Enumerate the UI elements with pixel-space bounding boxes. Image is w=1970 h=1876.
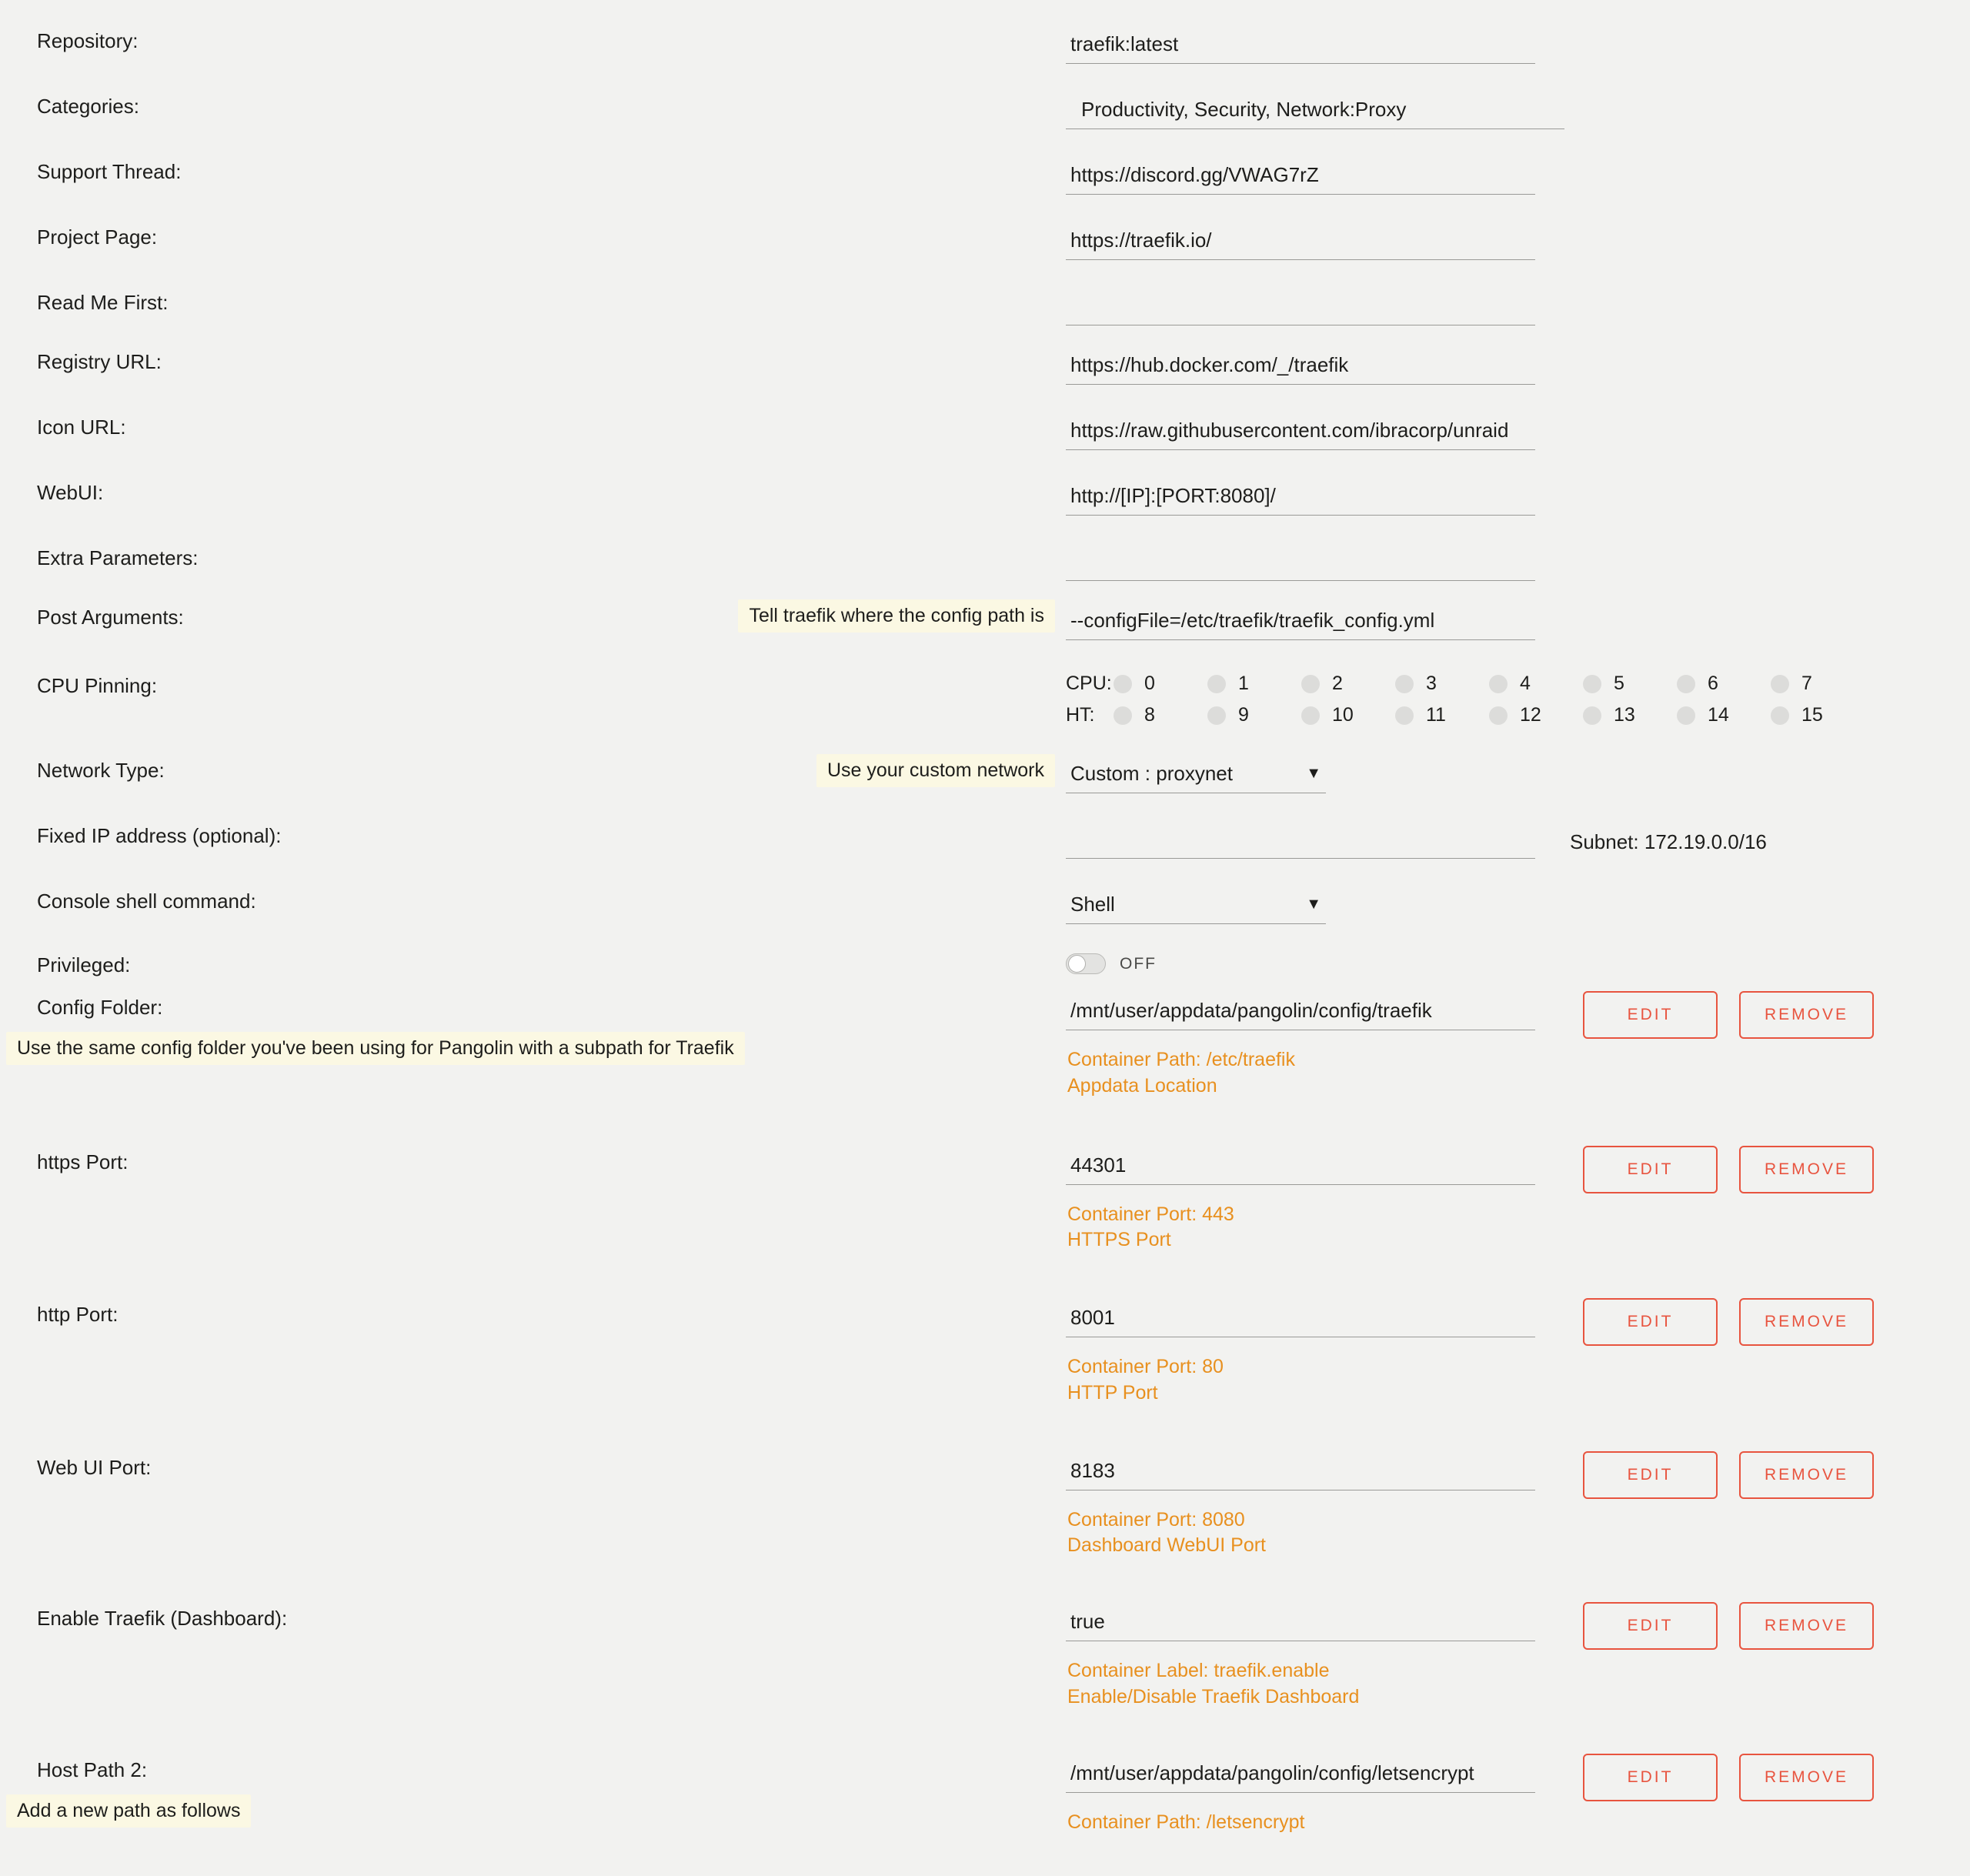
cpu-id-label: 1 [1238,673,1249,694]
cpu-id-label: 9 [1238,704,1249,726]
radio-icon[interactable] [1301,675,1320,693]
remove-button[interactable]: REMOVE [1739,1602,1874,1650]
field-label: Host Path 2: [37,1757,148,1781]
extra-parameters-input[interactable] [1066,546,1535,581]
radio-icon[interactable] [1301,706,1320,725]
cpu-id-label: 0 [1144,673,1155,694]
cpu-checkbox-7[interactable] [1771,674,1865,693]
cpu-pinning-grid [1066,674,1970,725]
hint-host-path-2: Add a new path as follows [6,1794,251,1828]
cpu-id-label: 13 [1614,704,1635,726]
form-row-network-type [0,759,1970,793]
chevron-down-icon[interactable]: ▼ [1306,896,1321,913]
entry-actions [1583,991,1874,1039]
cpu-id-label: 11 [1426,704,1446,726]
field-label: Enable Traefik (Dashboard): [37,1607,288,1630]
label-cell [0,95,1066,119]
radio-icon[interactable] [1583,675,1601,693]
label-cell [0,291,1066,315]
cpu-core-row [1066,674,1970,693]
edit-button[interactable]: EDIT [1583,991,1718,1039]
form-row-categories [0,95,1970,129]
field-label: Repository: [37,29,139,52]
radio-icon[interactable] [1771,675,1789,693]
form-row-host-path-2 [0,1758,1970,1836]
cpu-id-label: 14 [1708,704,1729,726]
field-label: Categories: [37,95,139,118]
container-settings-form [0,29,1970,1835]
label-cell [0,824,1066,848]
field-label: Web UI Port: [37,1455,152,1479]
radio-icon[interactable] [1489,675,1508,693]
form-row-enable-traefik [0,1607,1970,1711]
field-label: Icon URL: [37,416,126,439]
field-cell [1066,674,1970,737]
field-cell [1066,160,1970,195]
cpu-checkbox-3[interactable] [1395,674,1489,693]
entry-actions [1583,1754,1874,1801]
label-cell [0,225,1066,249]
form-row-fixed-ip [0,824,1970,859]
radio-icon[interactable] [1114,675,1132,693]
label-cell [0,759,1066,783]
field-label: Support Thread: [37,160,182,183]
network-type-value: Custom : proxynet [1070,762,1233,785]
hint-post-arguments: Tell traefik where the config path is [738,599,1055,633]
container-port-note: Container Port: 443 [1067,1203,1234,1225]
label-cell [0,29,1066,53]
radio-icon[interactable] [1207,675,1226,693]
hint-config-folder: Use the same config folder you've been using for Pangolin with a subpath for Traefik [6,1032,745,1065]
label-cell [0,890,1066,913]
form-row-support-thread [0,160,1970,195]
port-description-note: HTTP Port [1067,1381,1158,1404]
enable-traefik-input[interactable] [1066,1607,1535,1641]
radio-icon[interactable] [1395,675,1414,693]
form-row-post-arguments [0,606,1970,640]
http-port-notes [1066,1354,1970,1407]
config-folder-notes [1066,1047,1970,1100]
label-cell [0,350,1066,374]
cpu-checkbox-1[interactable] [1207,674,1301,693]
radio-icon[interactable] [1677,675,1695,693]
form-row-webui [0,481,1970,516]
read-me-first-input[interactable] [1066,291,1535,325]
cpu-id-label: 15 [1801,704,1823,726]
ht-checkbox-11[interactable] [1395,706,1489,725]
network-type-select[interactable] [1066,759,1326,793]
field-label: Console shell command: [37,890,256,913]
label-cell [0,953,1066,977]
ht-checkbox-9[interactable] [1207,706,1301,725]
cpu-ht-row [1066,706,1970,725]
privileged-state-label: OFF [1120,954,1157,973]
field-cell [1066,225,1970,260]
form-row-repository [0,29,1970,64]
form-row-read-me-first [0,291,1970,325]
field-cell [1066,416,1970,450]
field-label: Config Folder: [37,996,163,1019]
cpu-id-label: 3 [1426,673,1437,694]
field-cell [1066,1456,1970,1560]
field-label: Network Type: [37,759,165,782]
repository-input[interactable] [1066,29,1535,64]
label-cell [0,606,1066,629]
edit-button[interactable]: EDIT [1583,1451,1718,1499]
cpu-id-label: 6 [1708,673,1718,694]
form-row-project-page [0,225,1970,260]
label-cell [0,1607,1066,1631]
post-arguments-input[interactable] [1066,606,1535,640]
field-cell [1066,824,1970,859]
toggle-switch-icon[interactable] [1066,953,1106,974]
radio-icon[interactable] [1114,706,1132,725]
field-label: https Port: [37,1150,129,1173]
cpu-id-label: 8 [1144,704,1155,726]
entry-actions [1583,1451,1874,1499]
field-label: Post Arguments: [37,606,184,629]
categories-input[interactable] [1066,95,1564,129]
enable-traefik-notes [1066,1658,1970,1711]
field-cell [1066,291,1970,325]
radio-icon[interactable] [1583,706,1601,725]
field-label: Privileged: [37,953,131,976]
cpu-checkbox-6[interactable] [1677,674,1771,693]
config-folder-input[interactable] [1066,996,1535,1030]
web-ui-port-input[interactable] [1066,1456,1535,1490]
cpu-checkbox-0[interactable] [1114,674,1207,693]
cpu-id-label: 4 [1520,673,1531,694]
field-label: Registry URL: [37,350,162,373]
remove-button[interactable]: REMOVE [1739,1451,1874,1499]
container-path-note: Container Path: /letsencrypt [1067,1811,1305,1833]
container-path-note: Container Path: /etc/traefik [1067,1049,1295,1070]
field-label: Extra Parameters: [37,546,199,569]
cpu-id-label: 12 [1520,704,1541,726]
remove-button[interactable]: REMOVE [1739,1298,1874,1346]
form-row-icon-url [0,416,1970,450]
field-label: http Port: [37,1303,119,1326]
field-cell [1066,350,1970,385]
edit-button[interactable]: EDIT [1583,1602,1718,1650]
project-page-input[interactable] [1066,225,1535,260]
edit-button[interactable]: EDIT [1583,1146,1718,1193]
field-label: WebUI: [37,481,104,504]
field-cell [1066,953,1970,974]
http-port-input[interactable] [1066,1303,1535,1337]
field-label: Project Page: [37,225,158,249]
appdata-location-note: Appdata Location [1067,1074,1217,1097]
support-thread-input[interactable] [1066,160,1535,195]
container-port-note: Container Port: 8080 [1067,1508,1245,1531]
cpu-row-tag: CPU: [1066,673,1112,694]
field-label: CPU Pinning: [37,674,158,697]
radio-icon[interactable] [1677,706,1695,725]
field-label: Read Me First: [37,291,169,314]
container-port-note: Container Port: 80 [1067,1356,1224,1377]
host-path-2-input[interactable] [1066,1758,1535,1793]
container-label-note: Container Label: traefik.enable [1067,1660,1330,1681]
privileged-toggle[interactable] [1066,953,1970,974]
field-cell [1066,1758,1970,1836]
form-row-console-shell [0,890,1970,924]
registry-url-input[interactable] [1066,350,1535,385]
entry-actions [1583,1146,1874,1193]
field-cell [1066,759,1970,793]
https-port-input[interactable] [1066,1150,1535,1185]
field-cell [1066,1150,1970,1254]
entry-actions [1583,1602,1874,1650]
label-cell [0,160,1066,184]
label-cell [0,1758,1066,1828]
port-description-note: HTTPS Port [1067,1229,1171,1251]
form-row-http-port [0,1303,1970,1407]
toggle-knob [1068,955,1086,973]
field-cell [1066,606,1970,640]
radio-icon[interactable] [1489,706,1508,725]
console-shell-value: Shell [1070,893,1115,916]
field-cell [1066,1607,1970,1711]
port-description-note: Dashboard WebUI Port [1067,1534,1266,1557]
form-row-config-folder [0,996,1970,1100]
ht-checkbox-12[interactable] [1489,706,1583,725]
radio-icon[interactable] [1395,706,1414,725]
form-row-registry-url [0,350,1970,385]
cpu-id-label: 2 [1332,673,1343,694]
label-cell [0,481,1066,505]
remove-button[interactable]: REMOVE [1739,1146,1874,1193]
field-cell [1066,481,1970,516]
console-shell-select[interactable] [1066,890,1326,924]
form-row-https-port [0,1150,1970,1254]
cpu-id-label: 7 [1801,673,1812,694]
hint-network-type: Use your custom network [816,754,1055,787]
chevron-down-icon[interactable]: ▼ [1306,765,1321,782]
remove-button[interactable]: REMOVE [1739,991,1874,1039]
cpu-id-label: 10 [1332,704,1354,726]
ht-checkbox-14[interactable] [1677,706,1771,725]
label-description-note: Enable/Disable Traefik Dashboard [1067,1685,1360,1707]
ht-checkbox-8[interactable] [1114,706,1207,725]
field-cell [1066,95,1970,129]
field-cell [1066,1303,1970,1407]
label-cell [0,546,1066,570]
field-cell [1066,890,1970,924]
icon-url-input[interactable] [1066,416,1535,450]
ht-checkbox-13[interactable] [1583,706,1677,725]
https-port-notes [1066,1202,1970,1254]
cpu-checkbox-4[interactable] [1489,674,1583,693]
ht-checkbox-15[interactable] [1771,706,1865,725]
field-cell [1066,546,1970,581]
edit-button[interactable]: EDIT [1583,1298,1718,1346]
field-cell [1066,29,1970,64]
remove-button[interactable]: REMOVE [1739,1754,1874,1801]
label-cell [0,1150,1066,1174]
ht-row-tag: HT: [1066,704,1095,726]
radio-icon[interactable] [1771,706,1789,725]
form-row-cpu-pinning [0,674,1970,737]
cpu-id-label: 5 [1614,673,1624,694]
label-cell [0,416,1066,439]
label-cell [0,1303,1066,1327]
edit-button[interactable]: EDIT [1583,1754,1718,1801]
subnet-note: Subnet: 172.19.0.0/16 [1570,830,1767,853]
field-cell [1066,996,1970,1100]
label-cell [0,1456,1066,1480]
cpu-checkbox-2[interactable] [1301,674,1395,693]
cpu-checkbox-5[interactable] [1583,674,1677,693]
ht-checkbox-10[interactable] [1301,706,1395,725]
radio-icon[interactable] [1207,706,1226,725]
webui-input[interactable] [1066,481,1535,516]
fixed-ip-input[interactable] [1066,824,1535,859]
entry-actions [1583,1298,1874,1346]
label-cell [0,996,1066,1065]
host-path-2-notes [1066,1810,1970,1836]
form-row-web-ui-port [0,1456,1970,1560]
label-cell [0,674,1066,698]
web-ui-port-notes [1066,1507,1970,1560]
form-row-extra-parameters [0,546,1970,581]
field-label: Fixed IP address (optional): [37,824,282,847]
form-row-privileged [0,953,1970,977]
